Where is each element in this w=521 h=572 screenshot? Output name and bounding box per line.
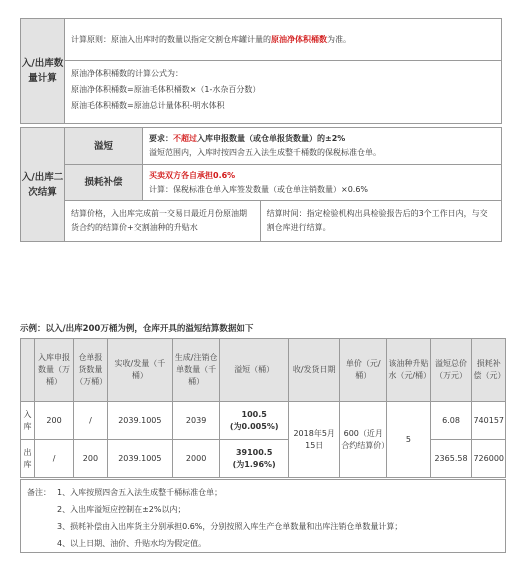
col-warrant-text: 仓单报货数量（万桶） — [75, 353, 108, 387]
col-actual-header — [107, 339, 172, 402]
row-label-in — [21, 402, 35, 440]
formula-gross: 原油毛体积桶数=原油总计量体积-明水体积 — [71, 101, 225, 110]
cell-surplus-pct: (为1.96%) — [232, 459, 276, 469]
note-item: 1、入库按照四舍五入法生成整千桶标准仓单； — [57, 488, 223, 497]
quantity-calc-header-text: 入/出库数量计算 — [21, 58, 64, 84]
note-item: 3、损耗补偿由入出库货主分别承担0.6%，分别按照入库生产仓单数量和出库注销仓单数量计算； — [57, 522, 403, 531]
settlement-time-note — [260, 201, 501, 242]
cell-declared — [34, 440, 73, 478]
col-date-header — [289, 339, 340, 402]
cell-surplus-total-text: 2365.58 — [434, 453, 468, 463]
table-row — [21, 440, 506, 478]
cell-declared-text: 200 — [46, 415, 62, 425]
cell-surplus-total-text: 6.08 — [442, 415, 460, 425]
cell-surplus — [220, 402, 289, 440]
surplus-req-label: 要求： — [149, 134, 173, 143]
example-header-row — [21, 339, 506, 402]
net-barrels-highlight: 原油净体积桶数 — [271, 35, 327, 44]
cell-declared-text: / — [52, 453, 56, 463]
surplus-limit-highlight: 不超过 — [173, 134, 197, 143]
cell-actual-text: 2039.1005 — [118, 453, 162, 463]
surplus-label-cell — [65, 128, 143, 165]
col-declared-text: 入库申报数量（万桶） — [38, 353, 71, 387]
col-surplus-text: 溢短（桶） — [234, 365, 275, 375]
cell-generated-text: 2039 — [185, 415, 207, 425]
cell-warrant — [74, 440, 108, 478]
surplus-range-text: 溢短范围内，入库时按四舍五入法生成整千桶数的保税标准仓单。 — [149, 148, 381, 157]
loss-comp-formula: 计算：保税标准仓单入库签发数量（或仓单注销数量）×0.6% — [149, 184, 369, 194]
col-surplus-header — [220, 339, 289, 402]
settlement-table — [20, 127, 502, 242]
col-premium-text: 该油种升贴水（元/桶） — [388, 359, 432, 381]
cell-warrant-text: 200 — [82, 453, 99, 463]
cell-shared-date — [289, 402, 340, 478]
cell-shared-price — [340, 402, 390, 478]
col-surplus-total-text: 溢短总价（万元） — [435, 359, 468, 381]
cell-comp — [472, 440, 506, 478]
cell-comp-text: 726000 — [473, 453, 504, 463]
cell-actual — [107, 402, 172, 440]
cell-comp — [472, 402, 506, 440]
col-declared-header — [34, 339, 73, 402]
row-label-in-text: 入库 — [23, 409, 32, 431]
loss-comp-content — [143, 165, 502, 201]
settlement-header-text: 入/出库二次结算 — [21, 171, 64, 198]
cell-surplus-pct: (为0.005%) — [229, 421, 279, 431]
calc-formulas — [65, 61, 501, 117]
cell-surplus-total — [430, 440, 472, 478]
cell-surplus-value: 100.5 — [241, 409, 267, 419]
col-date-text: 收/发货日期 — [292, 365, 336, 375]
col-comp-text: 损耗补偿（元） — [473, 359, 506, 381]
row-label-out-text: 出库 — [23, 447, 32, 469]
cell-surplus — [220, 440, 289, 478]
quantity-calc-table — [20, 18, 502, 124]
formula-net: 原油净体积桶数=原油毛体积桶数×（1-水杂百分数） — [71, 85, 261, 94]
surplus-req-text: 入库申报数量（或仓单报货数量）的±2% — [197, 134, 346, 143]
notes-prefix: 备注： — [27, 488, 51, 497]
cell-declared — [34, 402, 73, 440]
col-actual-text: 实收/发量（千桶） — [114, 359, 166, 381]
cell-warrant-text: / — [89, 415, 92, 425]
calc-principle — [65, 25, 501, 61]
surplus-label: 溢短 — [93, 140, 113, 152]
blank-header-cell — [21, 339, 35, 402]
cell-comp-text: 740157 — [473, 415, 504, 425]
shared-price-text: 600（近月合约结算价） — [341, 428, 390, 450]
settlement-price-text: 结算价格，入出库完成前一交易日最近月份原油期货合约的结算价+交割油种的升贴水 — [71, 209, 247, 232]
settlement-header — [21, 128, 65, 242]
cell-generated-text: 2000 — [185, 453, 207, 463]
cell-actual — [107, 440, 172, 478]
col-surplus-total-header — [430, 339, 472, 402]
loss-comp-share: 买卖双方各自承担0.6% — [149, 170, 236, 180]
notes-box — [20, 479, 506, 553]
col-price-header — [340, 339, 387, 402]
col-generated-header — [173, 339, 220, 402]
row-label-out — [21, 440, 35, 478]
col-warrant-header — [74, 339, 108, 402]
col-premium-header — [387, 339, 430, 402]
cell-shared-premium — [387, 402, 430, 478]
example-caption: 示例：以入/出库200万桶为例，仓库开具的溢短结算数据如下 — [20, 324, 254, 334]
col-price-text: 单价（元/桶） — [345, 359, 381, 381]
cell-generated — [173, 440, 220, 478]
calc-principle-text: 计算原则：原油入出库时的数量以指定交割仓库罐计量的 — [71, 35, 271, 44]
table-row — [21, 402, 506, 440]
example-table — [20, 338, 506, 478]
calc-principle-end: 为准。 — [327, 35, 351, 44]
loss-comp-label: 损耗补偿 — [84, 177, 123, 188]
formula-intro: 原油净体积桶数的计算公式为： — [71, 69, 183, 78]
note-item: 4、以上日期、油价、升贴水均为假定值。 — [57, 539, 207, 548]
settlement-time-text: 结算时间：指定检验机构出具检验报告后的3个工作日内，与交割仓库进行结算。 — [266, 209, 488, 232]
surplus-content — [143, 128, 502, 165]
col-comp-header — [472, 339, 506, 402]
quantity-calc-header — [21, 19, 65, 124]
note-item: 2、入出库溢短应控制在±2%以内； — [57, 505, 186, 514]
loss-comp-label-cell — [65, 165, 143, 201]
cell-actual-text: 2039.1005 — [118, 415, 162, 425]
col-generated-text: 生成/注销仓单数量（千桶） — [174, 353, 218, 387]
settlement-price-note — [65, 201, 261, 242]
cell-warrant — [74, 402, 108, 440]
shared-premium-text: 5 — [405, 434, 411, 444]
cell-generated — [173, 402, 220, 440]
cell-surplus-total — [430, 402, 472, 440]
shared-date-text: 2018年5月15日 — [293, 428, 335, 450]
cell-surplus-value: 39100.5 — [235, 447, 273, 457]
notes-row-1 — [27, 484, 499, 501]
